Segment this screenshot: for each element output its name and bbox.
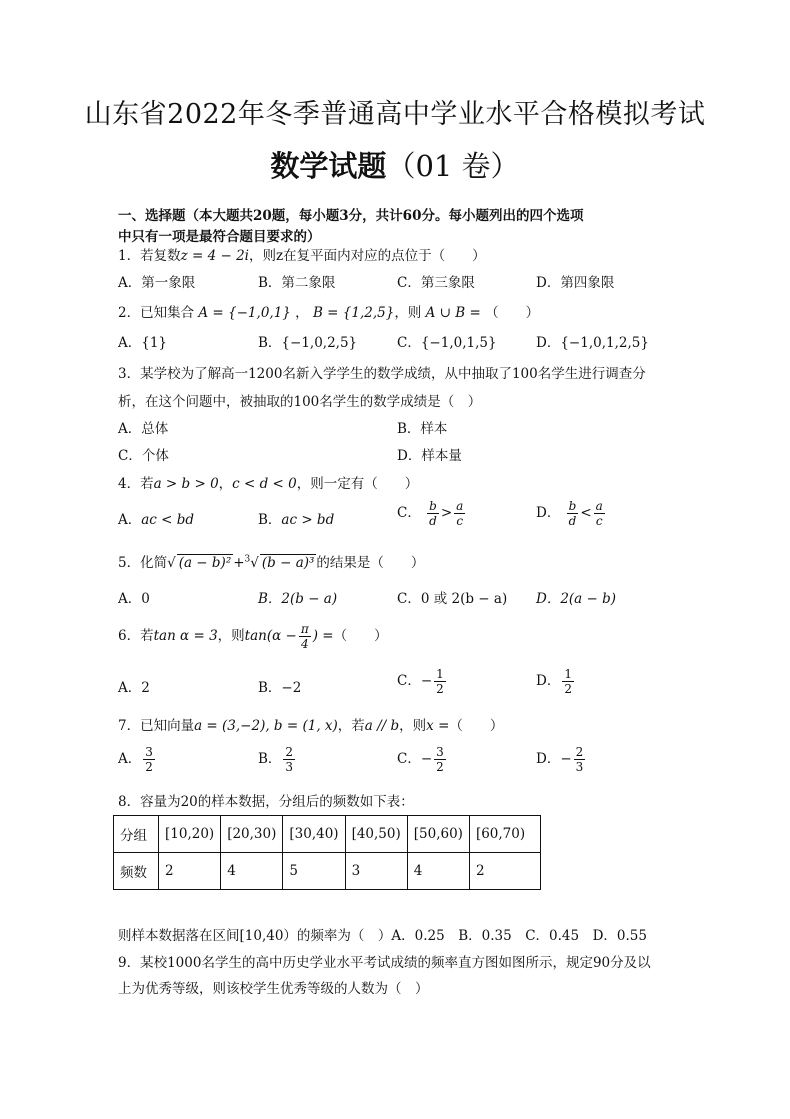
q1-stem-pre: 1．若复数 (118, 248, 181, 264)
q5-option-b: B．2(b − a) (258, 591, 338, 607)
q1-stem-post: ，则z在复平面内对应的点位于（ ） (249, 248, 486, 264)
count-cell: 4 (221, 853, 283, 890)
q6-option-c (397, 667, 448, 696)
q4-sep: ， (218, 476, 233, 492)
q7-cond: a // b (364, 718, 400, 734)
q1-option-a: A．第一象限 (118, 275, 196, 291)
cube-root-sign: √ (250, 555, 259, 571)
count-cell: 4 (407, 853, 469, 890)
q6-option-a: A．2 (118, 680, 150, 696)
count-cell: 2 (469, 853, 540, 890)
question-3-line2: 析，在这个问题中，被抽取的100名学生的数学成绩是（ ） (118, 394, 482, 410)
q4-d-frac1 (567, 499, 579, 528)
q7-a-d: 2 (145, 760, 153, 774)
q2-option-b: B．{−1,0,2,5} (258, 335, 358, 351)
q5-radicand1: (a − b)² (178, 555, 232, 571)
q4-d-d1: d (568, 514, 577, 528)
group-cell: [30,40) (283, 816, 345, 853)
row-header-count: 频数 (114, 853, 159, 890)
sqrt-sign: √ (167, 555, 176, 571)
q2-paren: （ ） (485, 305, 540, 321)
q4-option-d (536, 499, 607, 528)
q7-option-b-label: B． (258, 751, 282, 767)
q2-set-b: B = {1,2,5} (312, 305, 395, 321)
q1-option-b: B．第二象限 (258, 275, 336, 291)
q7-option-d (536, 745, 587, 774)
q6-c-frac (434, 667, 446, 696)
q2-expr: A ∪ B = (425, 305, 481, 321)
q2-option-a: A．{1} (118, 335, 168, 351)
q7-x: x = (426, 718, 450, 734)
q5-stem-pre: 5．化简 (118, 555, 168, 571)
q4-c-d1: d (429, 514, 437, 528)
q4-cond1: a > b > 0 (153, 476, 219, 492)
q7-d-frac (574, 745, 586, 774)
q3-option-b: B．样本 (397, 421, 448, 437)
count-cell: 2 (159, 853, 221, 890)
q5-option-a: A．0 (118, 591, 150, 607)
q4-option-c-label: C． (397, 505, 421, 521)
row-header-group: 分组 (114, 816, 159, 853)
q6-expr-post: ) = (312, 628, 334, 644)
q6-option-d-label: D． (536, 673, 561, 689)
q6-option-c-label: C．− (397, 673, 433, 689)
count-cell: 5 (283, 853, 345, 890)
q4-d-frac2 (594, 499, 605, 528)
q7-d-d: 3 (575, 760, 584, 774)
q4-d-n2: a (595, 499, 603, 513)
q4-c-n2: a (456, 499, 464, 513)
q4-option-a (118, 508, 194, 528)
question-9-line1: 9．某校1000名学生的高中历史学业水平考试成绩的频率直方图如图所示，规定90分及以 (118, 955, 651, 971)
q2-stem-pre: 2．已知集合 (118, 305, 195, 321)
q4-cond2: c < d < 0 (232, 476, 297, 492)
q4-c-frac1 (427, 499, 439, 528)
section-heading-line1: 一、选择题（本大题共20题，每小题3分，共计60分。每小题列出的四个选项 (118, 208, 584, 224)
q7-option-b (258, 745, 297, 774)
q4-option-b-expr: ac > bd (281, 512, 335, 528)
q2-option-d: D．{−1,0,1,2,5} (536, 335, 649, 351)
exam-subtitle (0, 144, 790, 185)
q6-c-n: 1 (436, 667, 444, 681)
q3-option-a: A．总体 (118, 421, 169, 437)
q6-expr-pre: tan(α − (244, 628, 297, 644)
q5-radicand2: (b − a)³ (261, 555, 315, 571)
q2-set-a: A = {−1,0,1} (198, 305, 291, 321)
q7-b-d: 3 (285, 760, 294, 774)
q7-option-c (397, 745, 448, 774)
q6-option-d (536, 667, 576, 696)
group-cell: [20,30) (221, 816, 283, 853)
q7-vectors: a = (3,−2), b = (1, x) (194, 718, 338, 734)
q4-option-b-label: B． (258, 512, 282, 528)
subtitle-main: 数学试题 (270, 149, 387, 183)
q1-option-d: D．第四象限 (536, 275, 615, 291)
q1-expr: z = 4 − 2i (180, 248, 249, 264)
q6-pi-frac (299, 622, 311, 651)
q4-c-frac2 (454, 499, 465, 528)
q6-d-d: 2 (564, 682, 572, 696)
q6-c-d: 2 (436, 682, 444, 696)
q6-d-frac (562, 667, 574, 696)
q5-plus: + (233, 555, 245, 571)
q4-stem-post: ，则一定有（ ） (296, 476, 419, 492)
question-9-line2: 上为优秀等级，则该校学生优秀等级的人数为（ ） (118, 981, 429, 997)
frequency-table (113, 815, 541, 890)
q4-option-d-label: D． (536, 505, 561, 521)
subtitle-paren: （01 卷） (386, 149, 520, 183)
q7-stem-mid: ，若 (337, 718, 365, 734)
q7-b-n: 2 (285, 745, 294, 759)
q6-stem-pre: 6．若 (118, 628, 154, 644)
section-heading-line2: 中只有一项是最符合题目要求的） (118, 229, 321, 245)
q7-option-a (118, 745, 157, 774)
q4-option-a-label: A． (118, 512, 142, 528)
q5-option-d: D．2(a − b) (536, 591, 617, 607)
q5-stem-post: 的结果是（ ） (316, 555, 425, 571)
exam-title: 山东省2022年冬季普通高中学业水平合格模拟考试 (84, 99, 706, 130)
q4-c-n1: b (429, 499, 437, 513)
question-8-question: 则样本数据落在区间[10,40）的频率为（ ）A．0.25 B．0.35 C．0.45 D．0.55 (118, 928, 647, 944)
q3-option-d: D．样本量 (397, 448, 462, 464)
table-row (114, 816, 541, 853)
q7-option-c-label: C．− (397, 751, 433, 767)
q4-option-b (258, 508, 334, 528)
q2-sep: ， (295, 305, 309, 321)
q1-option-c: C．第三象限 (397, 275, 475, 291)
question-2-stem (118, 301, 539, 321)
q6-cond: tan α = 3 (153, 628, 218, 644)
q6-paren: （ ） (333, 628, 388, 644)
q7-b-frac (283, 745, 295, 774)
q6-stem-mid: ，则 (217, 628, 245, 644)
q2-option-c: C．{−1,0,1,5} (397, 335, 497, 351)
q7-stem-pre: 7．已知向量 (118, 718, 195, 734)
q6-pi-n: π (300, 622, 309, 636)
question-5-stem (118, 551, 424, 571)
q2-stem-post: ，则 (394, 305, 422, 321)
q4-c-d2: c (456, 514, 464, 528)
q7-d-n: 2 (575, 745, 584, 759)
q7-paren: （ ） (449, 718, 504, 734)
question-7-stem (118, 714, 503, 734)
question-3-line1: 3．某学校为了解高一1200名新入学学生的数学成绩，从中抽取了100名学生进行调查分 (118, 366, 646, 382)
q7-option-a-label: A． (118, 751, 142, 767)
q4-stem-pre: 4．若 (118, 476, 154, 492)
q7-c-n: 3 (436, 745, 444, 759)
q7-stem-post: ，则 (399, 718, 427, 734)
q7-a-frac (143, 745, 155, 774)
group-cell: [40,50) (345, 816, 407, 853)
q4-d-n1: b (568, 499, 577, 513)
q7-c-frac (434, 745, 446, 774)
group-cell: [10,20) (159, 816, 221, 853)
q7-c-d: 2 (436, 760, 444, 774)
count-cell: 3 (345, 853, 407, 890)
question-6-stem (118, 622, 388, 651)
q4-option-a-expr: ac < bd (141, 512, 195, 528)
q5-option-c: C．0 或 2(b − a) (397, 591, 508, 607)
q7-a-n: 3 (145, 745, 153, 759)
q4-option-c (397, 499, 467, 528)
q6-pi-d: 4 (300, 637, 309, 651)
table-row (114, 853, 541, 890)
q3-option-c: C．个体 (118, 448, 169, 464)
q4-d-d2: c (595, 514, 603, 528)
q7-option-d-label: D．− (536, 751, 572, 767)
q4-c-op: > (440, 505, 453, 521)
q4-d-op: < (580, 505, 592, 521)
q6-option-b: B．−2 (258, 680, 302, 696)
question-4-stem (118, 472, 418, 492)
group-cell: [50,60) (407, 816, 469, 853)
question-8-stem: 8．容量为20的样本数据，分组后的频数如下表： (118, 794, 414, 810)
q6-d-n: 1 (564, 667, 572, 681)
question-1-stem (118, 244, 486, 264)
q5-root-index: 3 (244, 554, 251, 565)
group-cell: [60,70) (469, 816, 540, 853)
